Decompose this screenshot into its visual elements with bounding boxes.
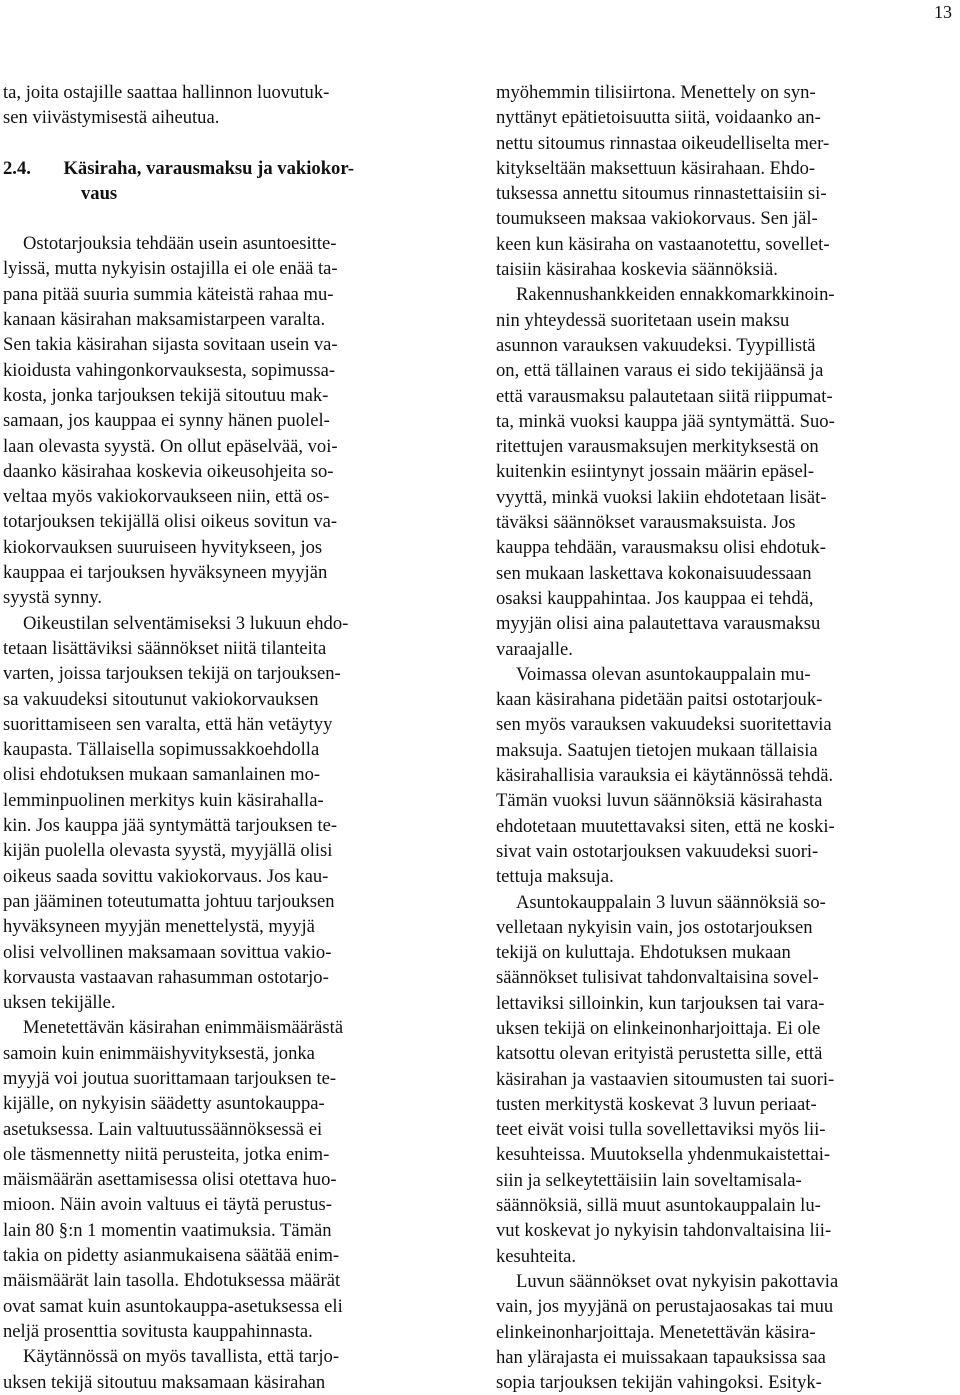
text-line: käsirahan ja vastaavien sitoumusten tai suori- [496,1068,835,1090]
text-line: käsirahallisia varauksia ei käytännössä tehdä. [496,765,834,787]
text-line: kuitenkin esiintynyt jossain määrin epäsel- [496,461,815,483]
text-line: velletaan nykyisin vain, jos ostotarjouksen [496,916,813,938]
text-line: Tämän vuoksi luvun säännöksiä käsirahasta [496,790,823,812]
text-line: kesuhteissa. Muutoksella yhdenmukaistettai- [496,1144,831,1166]
text-line: tettuja maksuja. [496,866,614,888]
text-line: korvausta vastaavan rahasumman ostotarjo- [3,966,329,988]
text-line: sa vakuudeksi sitoutunut vakiokorvauksen [3,688,319,710]
right-paragraph-4 [496,890,958,1269]
text-line: tusten merkitystä koskevat 3 luvun periaat- [496,1093,817,1115]
text-line: varten, joissa tarjouksen tekijä on tarjouksen- [3,663,341,685]
text-line: lyissä, mutta nykyisin ostajilla ei ole enää ta- [3,258,338,280]
text-line: han ylärajasta ei muissakaan tapauksissa saa [496,1346,826,1368]
text-line: tekijä on kuluttaja. Ehdotuksen mukaan [496,942,791,964]
text-line: vut koskevat jo nykyisin tahdonvaltaisina lii- [496,1220,832,1242]
text-line: asetuksessa. Lain valtuutussäännöksessä ei [3,1118,323,1140]
text-line: keen kun käsiraha on vastaanotettu, sovellet- [496,233,830,255]
text-line: samoin kuin enimmäishyvityksestä, jonka [3,1042,315,1064]
section-title-continued: vaus [81,182,118,204]
text-line: Menetettävän käsirahan enimmäismäärästä [23,1017,344,1039]
right-paragraph-2 [496,282,958,661]
text-line: kitykseltään maksettuun käsirahaan. Ehdo- [496,157,816,179]
intro-paragraph [3,80,465,131]
text-line: mäismäärät lain tasolla. Ehdotuksessa määrät [3,1270,341,1292]
text-line: samaan, jos kauppaa ei synny hänen puolel- [3,410,330,432]
text-line: hyväksyneen myyjän menettelystä, myyjä [3,916,315,938]
text-line: vyyttä, minkä vuoksi lakiin ehdotetaan lisät- [496,486,827,508]
text-line: ehdotetaan muutettavaksi siten, että ne koski- [496,815,835,837]
text-line: takia on pidetty asianmukaisena säätää enim- [3,1245,340,1267]
text-line: pana pitää suuria summia käteistä rahaa mu- [3,283,334,305]
text-line: sen myös varauksen vakuudeksi suoritettavia [496,714,832,736]
left-column [3,80,465,1395]
text-line: nettu sitoumus rinnastaa oikeudelliselta mer- [496,132,830,154]
text-line: uksen tekijälle. [3,992,116,1014]
text-line: sivat vain ostotarjouksen vakuudeksi suori- [496,840,819,862]
section-number: 2.4. [3,157,31,179]
text-line: ritettujen varausmaksujen merkityksestä on [496,436,819,458]
text-line: nyttänyt epätietoisuutta siitä, voidaanko an- [496,107,821,129]
text-line: laan olevasta syystä. On ollut epäselvää, voi- [3,435,338,457]
text-line: daanko käsirahaa koskevia oikeusohjeita so- [3,460,334,482]
text-line: sen viivästymisestä aiheutua. [3,107,220,129]
text-line: lemminpuolinen merkitys kuin käsirahalla- [3,789,324,811]
text-line: kijän puolella olevasta syystä, myyjällä olisi [3,840,333,862]
text-line: uksen tekijä sitoutuu maksamaan käsirahan [3,1371,326,1393]
text-line: elinkeinonharjoittaja. Menetettävän käsira- [496,1321,816,1343]
section-heading [3,156,465,181]
text-line: kaan käsirahana pidetään paitsi ostotarjouk- [496,689,823,711]
paragraph-3 [3,1015,465,1344]
text-line: tuksessa annettu sitoumus rinnastettaisiin si- [496,183,827,205]
paragraph-1 [3,231,465,610]
text-line: kiokorvauksen suuruiseen hyvitykseen, jos [3,536,323,558]
text-line: mäismäärän asettamisessa olisi otettava huo- [3,1169,337,1191]
text-line: uksen tekijä on elinkeinonharjoittaja. Ei ole [496,1017,821,1039]
text-line: kauppaa ei tarjouksen hyväksyneen myyjän [3,562,328,584]
text-line: veltaa myös vakiokorvaukseen niin, että os- [3,486,330,508]
text-line: maksuja. Saatujen tietojen mukaan tällaisia [496,739,818,761]
text-line: syystä synny. [3,587,102,609]
text-line: sen mukaan laskettava kokonaisuudessaan [496,562,812,584]
text-line: kioidusta vahingonkorvauksesta, sopimussa- [3,359,336,381]
text-line: Voimassa olevan asuntokauppalain mu- [516,663,811,685]
text-line: osaksi kauppahintaa. Jos kauppaa ei tehdä, [496,587,814,609]
text-line: pan jääminen toteutumatta johtuu tarjouksen [3,890,335,912]
right-paragraph-5 [496,1269,958,1395]
text-line: ta, minkä vuoksi kauppa jää syntymättä. Suo- [496,410,835,432]
text-line: siin ja selkeytettäisiin lain soveltamisala- [496,1169,802,1191]
text-line: ta, joita ostajille saattaa hallinnon luovutuk- [3,82,330,103]
text-line: Asuntokauppalain 3 luvun säännöksiä so- [516,891,826,913]
text-line: kosta, jonka tarjouksen tekijä sitoutuu mak- [3,384,329,406]
text-line: säännökset tulisivat tahdonvaltaisina sovel- [496,967,819,989]
text-line: ovat samat kuin asuntokauppa-asetuksessa eli [3,1295,343,1317]
text-line: myyjän olisi aina palautettava varausmaksu [496,613,821,635]
text-line: teet eivät voisi tulla sovellettaviksi myös lii- [496,1119,826,1141]
text-line: ole täsmennetty niitä perusteita, jotka enim- [3,1143,330,1165]
text-line: kesuhteita. [496,1245,577,1267]
text-line: vain, jos myyjänä on perustajaosakas tai muu [496,1296,834,1318]
text-line: Oikeustilan selventämiseksi 3 lukuun ehdo- [23,612,349,634]
text-line: tetaan lisättäviksi säännökset niitä tilanteita [3,637,327,659]
text-line: Ostotarjouksia tehdään usein asuntoesitte- [23,233,337,255]
text-line: myyjä voi joutua suorittamaan tarjouksen te- [3,1067,337,1089]
text-line: on, että tällainen varaus ei sido tekijäänsä ja [496,360,824,382]
page-number: 13 [934,2,952,22]
text-line: asunnon varauksen vakuudeksi. Tyypillistä [496,334,816,356]
text-line: varaajalle. [496,638,573,660]
text-line: lain 80 §:n 1 momentin vaatimuksia. Tämän [3,1219,332,1241]
text-line: nin yhteydessä suoritetaan usein maksu [496,309,790,331]
text-line: totarjouksen tekijällä olisi oikeus sovitun va- [3,511,338,533]
text-line: myöhemmin tilisiirtona. Menettely on syn- [496,82,816,103]
text-line: Rakennushankkeiden ennakkomarkkinoin- [516,284,835,306]
text-line: säännöksiä, sillä muut asuntokauppalain lu- [496,1195,821,1217]
text-line: olisi ehdotuksen mukaan samanlainen mo- [3,764,321,786]
text-line: Sen takia käsirahan sijasta sovitaan usein va- [3,334,338,356]
text-line: Käytännössä on myös tavallista, että tarjo- [23,1346,340,1368]
right-paragraph-3 [496,662,958,890]
text-line: että varausmaksu palautetaan siitä riippumat- [496,385,833,407]
text-line: kauppa tehdään, varausmaksu olisi ehdotuk- [496,537,826,559]
text-line: toumukseen maksaa vakiokorvaus. Sen jäl- [496,208,818,230]
right-paragraph-1 [496,80,958,282]
section-title: Käsiraha, varausmaksu ja vakiokor- [63,157,355,179]
text-line: oikeus saada sovittu vakiokorvaus. Jos kau- [3,865,329,887]
text-line: kanaan käsirahan maksamistarpeen varalta. [3,309,326,331]
paragraph-2 [3,611,465,1016]
text-line: olisi velvollinen maksamaan sovittua vakio- [3,941,332,963]
text-line: täväksi säännökset varausmaksuista. Jos [496,512,796,534]
text-line: neljä prosenttia sovitusta kauppahinnasta. [3,1320,313,1342]
text-line: suorittamiseen sen varalta, että hän vetäytyy [3,713,333,735]
right-column [496,80,958,1395]
text-line: katsottu olevan erityistä perustetta sille, että [496,1043,823,1065]
text-line: Luvun säännökset ovat nykyisin pakottavia [516,1270,839,1292]
text-line: mioon. Näin avoin valtuus ei täytä perustus- [3,1194,332,1216]
text-line: kijälle, on nykyisin säädetty asuntokauppa- [3,1093,325,1115]
text-line: lettaviksi silloinkin, kun tarjouksen tai vara- [496,992,825,1014]
text-line: sopia tarjouksen tekijän vahingoksi. Esityk- [496,1372,822,1394]
paragraph-4 [3,1344,465,1395]
text-line: kaupasta. Tällaisella sopimussakkoehdolla [3,739,320,761]
text-line: taisiin käsirahaa koskevia säännöksiä. [496,259,778,281]
text-line: kin. Jos kauppa jää syntymättä tarjouksen te- [3,815,338,837]
